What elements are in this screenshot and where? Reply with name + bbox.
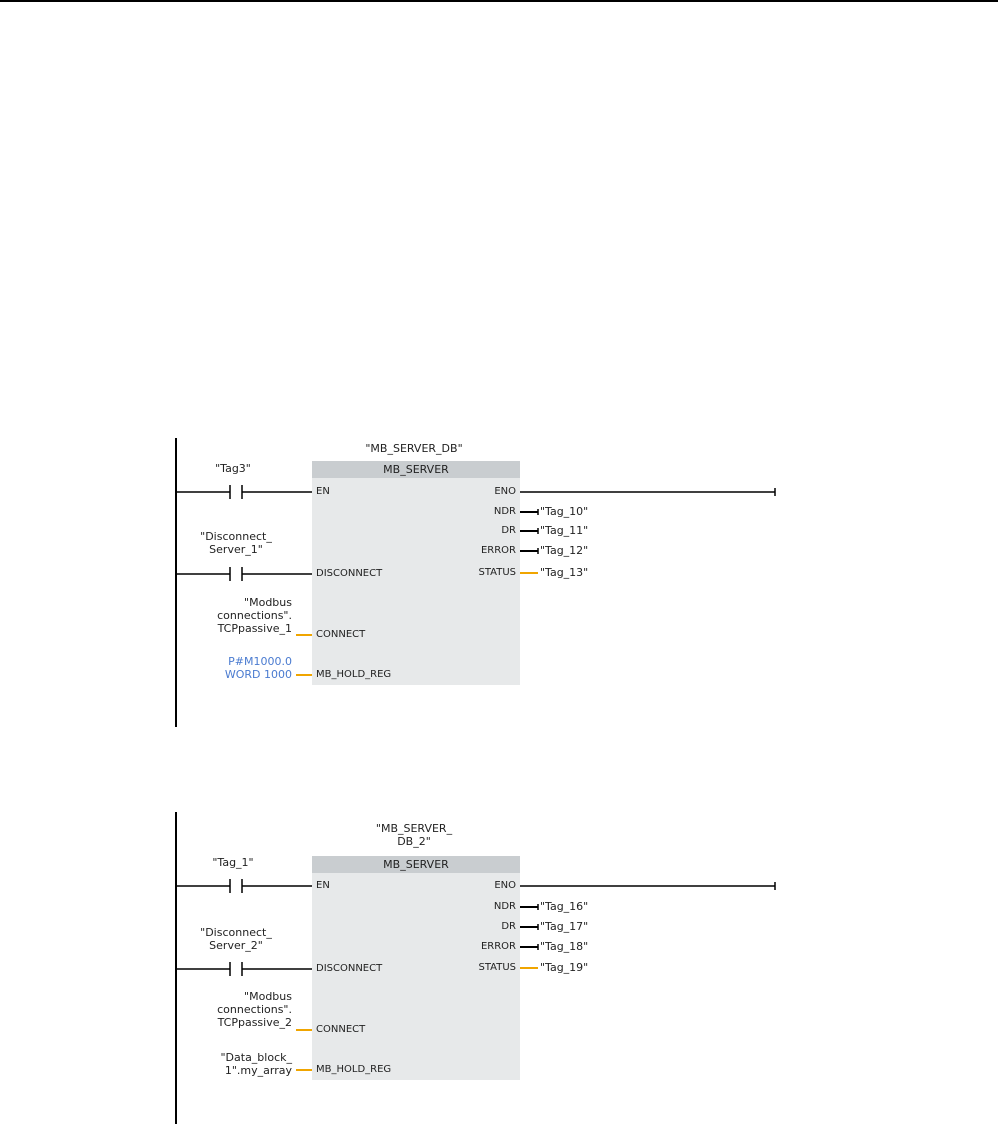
pin-error: ERROR	[480, 941, 516, 952]
pin-status: STATUS	[478, 567, 516, 578]
pin-eno: ENO	[494, 486, 516, 497]
status-tag: "Tag_19"	[540, 961, 589, 974]
ndr-tag: "Tag_10"	[540, 505, 589, 518]
holdreg-param-label: P#M1000.0 WORD 1000	[224, 655, 292, 681]
ndr-tag: "Tag_16"	[540, 900, 589, 913]
pin-en: EN	[316, 880, 330, 891]
pin-en: EN	[316, 486, 330, 497]
contact-disconnect-tag: "Disconnect_ Server_2"	[200, 926, 272, 952]
block-type-header: MB_SERVER	[312, 461, 520, 478]
instance-db-label: "MB_SERVER_ DB_2"	[375, 822, 453, 848]
pin-dr: DR	[501, 921, 516, 932]
connect-param-label: "Modbus connections". TCPpassive_2	[217, 990, 292, 1029]
pin-status: STATUS	[478, 962, 516, 973]
pin-disconnect: DISCONNECT	[316, 963, 383, 974]
ladder-network-2	[0, 810, 998, 1130]
error-tag: "Tag_12"	[540, 544, 589, 557]
dr-tag: "Tag_11"	[540, 524, 589, 537]
mb-server-block[interactable]	[312, 856, 520, 1080]
holdreg-param-label: "Data_block_ 1".my_array	[220, 1051, 292, 1077]
connect-param-label: "Modbus connections". TCPpassive_1	[217, 596, 292, 635]
pin-ndr: NDR	[493, 901, 516, 912]
status-tag: "Tag_13"	[540, 566, 589, 579]
pin-dr: DR	[501, 525, 516, 536]
pin-mb-hold-reg: MB_HOLD_REG	[316, 669, 392, 680]
instance-db-label: "MB_SERVER_DB"	[365, 442, 463, 455]
pin-disconnect: DISCONNECT	[316, 568, 383, 579]
pin-mb-hold-reg: MB_HOLD_REG	[316, 1064, 392, 1075]
block-type-header: MB_SERVER	[312, 856, 520, 873]
contact-disconnect-tag: "Disconnect_ Server_1"	[200, 530, 272, 556]
pin-ndr: NDR	[493, 506, 516, 517]
pin-connect: CONNECT	[316, 1024, 366, 1035]
mb-server-block[interactable]	[312, 461, 520, 685]
dr-tag: "Tag_17"	[540, 920, 589, 933]
pin-eno: ENO	[494, 880, 516, 891]
ladder-network-1	[0, 430, 998, 750]
pin-error: ERROR	[480, 545, 516, 556]
page-top-rule	[0, 0, 998, 2]
pin-connect: CONNECT	[316, 629, 366, 640]
contact-en-tag: "Tag3"	[215, 462, 251, 475]
contact-en-tag: "Tag_1"	[212, 856, 254, 869]
error-tag: "Tag_18"	[540, 940, 589, 953]
